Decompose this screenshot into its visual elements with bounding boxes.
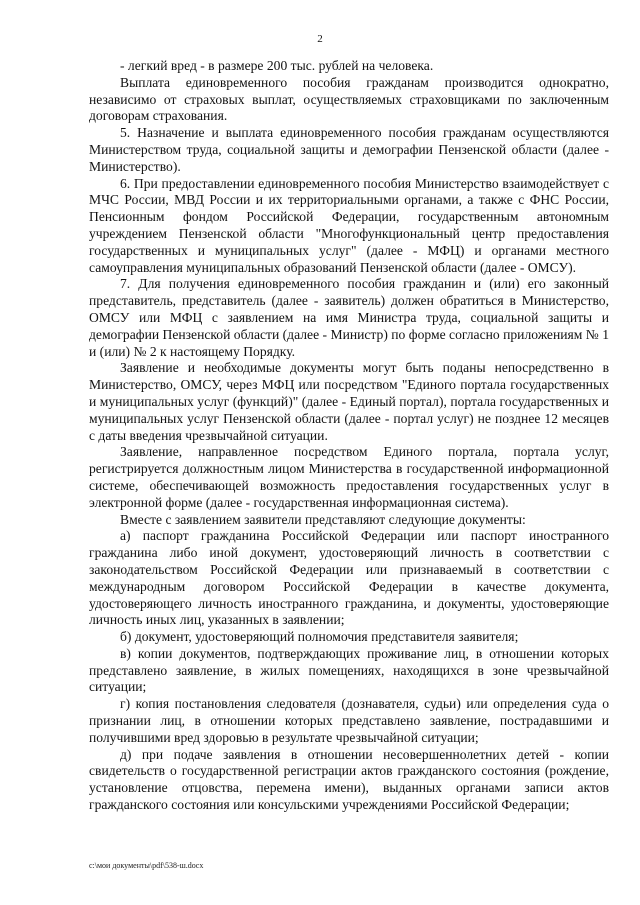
list-item: в) копии документов, подтверждающих проживание лиц, в отношении которых представлено заявление, в жилых помещениях, находящихся в зоне чрезвычайной ситуации; xyxy=(89,645,609,695)
paragraph: - легкий вред - в размере 200 тыс. рублей на человека. xyxy=(120,58,434,73)
list-item: г) копия постановления следователя (дознавателя, судьи) или определения суда о признании лиц, в отношении которых представлено заявление, пострадавшими и получившими вред здоровью в результате чрезвычайной ситуации; xyxy=(89,696,609,745)
list-item: б) документ, удостоверяющий полномочия представителя заявителя; xyxy=(120,629,519,645)
paragraph: Заявление и необходимые документы могут быть поданы непосредственно в Министерство, ОМСУ, через МФЦ или посредством "Единого портала государственных и муниципальных услуг (функций)" (далее - Единый портал), портала государственных и муниципальных услуг Пензенской области (далее - портал услуг) не позднее 12 месяцев с даты введения чрезвычайной ситуации. xyxy=(89,360,609,443)
list-item: а) паспорт гражданина Российской Федерации или паспорт иностранного гражданина либо иной документ, удостоверяющий личность в соответствии с законодательством Российской Федерации или признаваемый в соответствии с международным договором Российской Федерации в качестве документа, удостоверяющего личность иностранного гражданина, и документы, удостоверяющие личность иных лиц, указанных в заявлении; xyxy=(89,528,609,628)
paragraph: 6. При предоставлении единовременного пособия Министерство взаимодействует с МЧС России, МВД России и их территориальными органами, а также с ФНС России, Пенсионным фондом Российской Федерации, государственным автономным учреждением Пензенской области "Многофункциональный центр предоставления государственных и муниципальных услуг" (далее - МФЦ) и органами местного самоуправления муниципальных образований Пензенской области (далее - ОМСУ). xyxy=(89,175,609,275)
paragraph: 5. Назначение и выплата единовременного пособия гражданам осуществляются Министерством труда, социальной защиты и демографии Пензенской области (далее - Министерство). xyxy=(89,125,609,174)
page-number: 2 xyxy=(317,33,323,45)
document-body xyxy=(89,58,609,814)
paragraph: Заявление, направленное посредством Единого портала, портала услуг, регистрируется должностным лицом Министерства в государственной информационной системе, обеспечивающей возможность предоставления государственных услуг в электронной форме (далее - государственная информационная система). xyxy=(89,444,609,510)
list-item: д) при подаче заявления в отношении несовершеннолетних детей - копии свидетельств о государственной регистрации актов гражданского состояния (рождение, установление отцовства, перемена имени), выданных органами записи актов гражданского состояния или консульскими учреждениями Российской Федерации; xyxy=(89,746,609,813)
paragraph: Выплата единовременного пособия гражданам производится однократно, независимо от страховых выплат, осуществляемых страховщиками по заключенным договорам страхования. xyxy=(89,74,609,124)
paragraph: 7. Для получения единовременного пособия гражданин и (или) его законный представитель, представитель (далее - заявитель) должен обратиться в Министерство, ОМСУ или МФЦ с заявлением на имя Министра труда, социальной защиты и демографии Пензенской области (далее - Министр) по форме согласно приложениям № 1 и (или) № 2 к настоящему Порядку. xyxy=(89,276,609,359)
paragraph: Вместе с заявлением заявители представляют следующие документы: xyxy=(120,511,526,527)
footer-file-path: c:\мои документы\pdf\538-ш.docx xyxy=(89,861,204,870)
